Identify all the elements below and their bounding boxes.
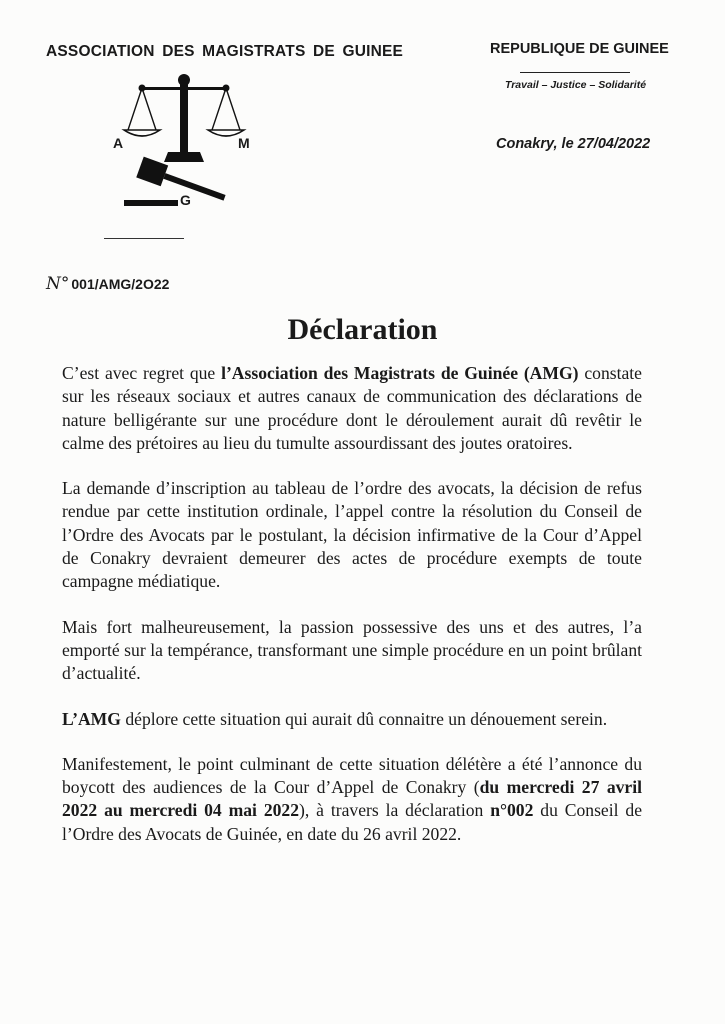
- logo-divider: [104, 238, 184, 239]
- logo-letter-m: M: [238, 135, 250, 151]
- paragraph-1: C’est avec regret que l’Association des Magistrats de Guinée (AMG) constate sur les réseaux sociaux et autres canaux de communication des déclarations de nature belligérante sur une procédure dont le déroulement aurait dû revêtir le calme des prétoires au lieu du tumulte assourdissant des joutes oratoires.: [62, 363, 642, 453]
- document-title: Déclaration: [287, 313, 438, 346]
- reference-value: 001/AMG/2O22: [71, 276, 170, 292]
- number-symbol: N°: [46, 274, 70, 294]
- national-motto: Travail – Justice – Solidarité: [505, 79, 647, 91]
- logo-letter-a: A: [113, 135, 124, 151]
- republic-name: REPUBLIQUE DE GUINEE: [490, 41, 669, 57]
- association-name: ASSOCIATION DES MAGISTRATS DE GUINEE: [46, 43, 404, 60]
- paragraph-2: La demande d’inscription au tableau de l’ordre des avocats, la décision de refus rendue par cette institution ordinale, l’appel contre la résolution du Conseil de l’Ordre des Avocats par le postulant, la décision infirmative de la Cour d’Appel de Conakry devraient demeurer des actes de procédure exempts de toute campagne médiatique.: [62, 478, 642, 592]
- logo-letter-g: G: [180, 192, 191, 208]
- header-divider: [520, 72, 630, 73]
- paragraph-5: Manifestement, le point culminant de cette situation délétère a été l’annonce du boycott des audiences de la Cour d’Appel de Conakry (du mercredi 27 avril 2022 au mercredi 04 mai 2022), à travers la déclaration n°002 du Conseil de l’Ordre des Avocats de Guinée, en date du 26 avril 2022.: [62, 753, 643, 844]
- reference-number: [46, 274, 169, 294]
- declaration-body: [62, 362, 642, 868]
- place-date: Conakry, le 27/04/2022: [496, 136, 651, 152]
- paragraph-3: Mais fort malheureusement, la passion possessive des uns et des autres, l’a emporté sur la tempérance, transformant une simple procédure en un point brûlant d’actualité.: [62, 616, 642, 684]
- paragraph-4: L’AMG déplore cette situation qui aurait dû connaitre un dénouement serein.: [62, 708, 608, 729]
